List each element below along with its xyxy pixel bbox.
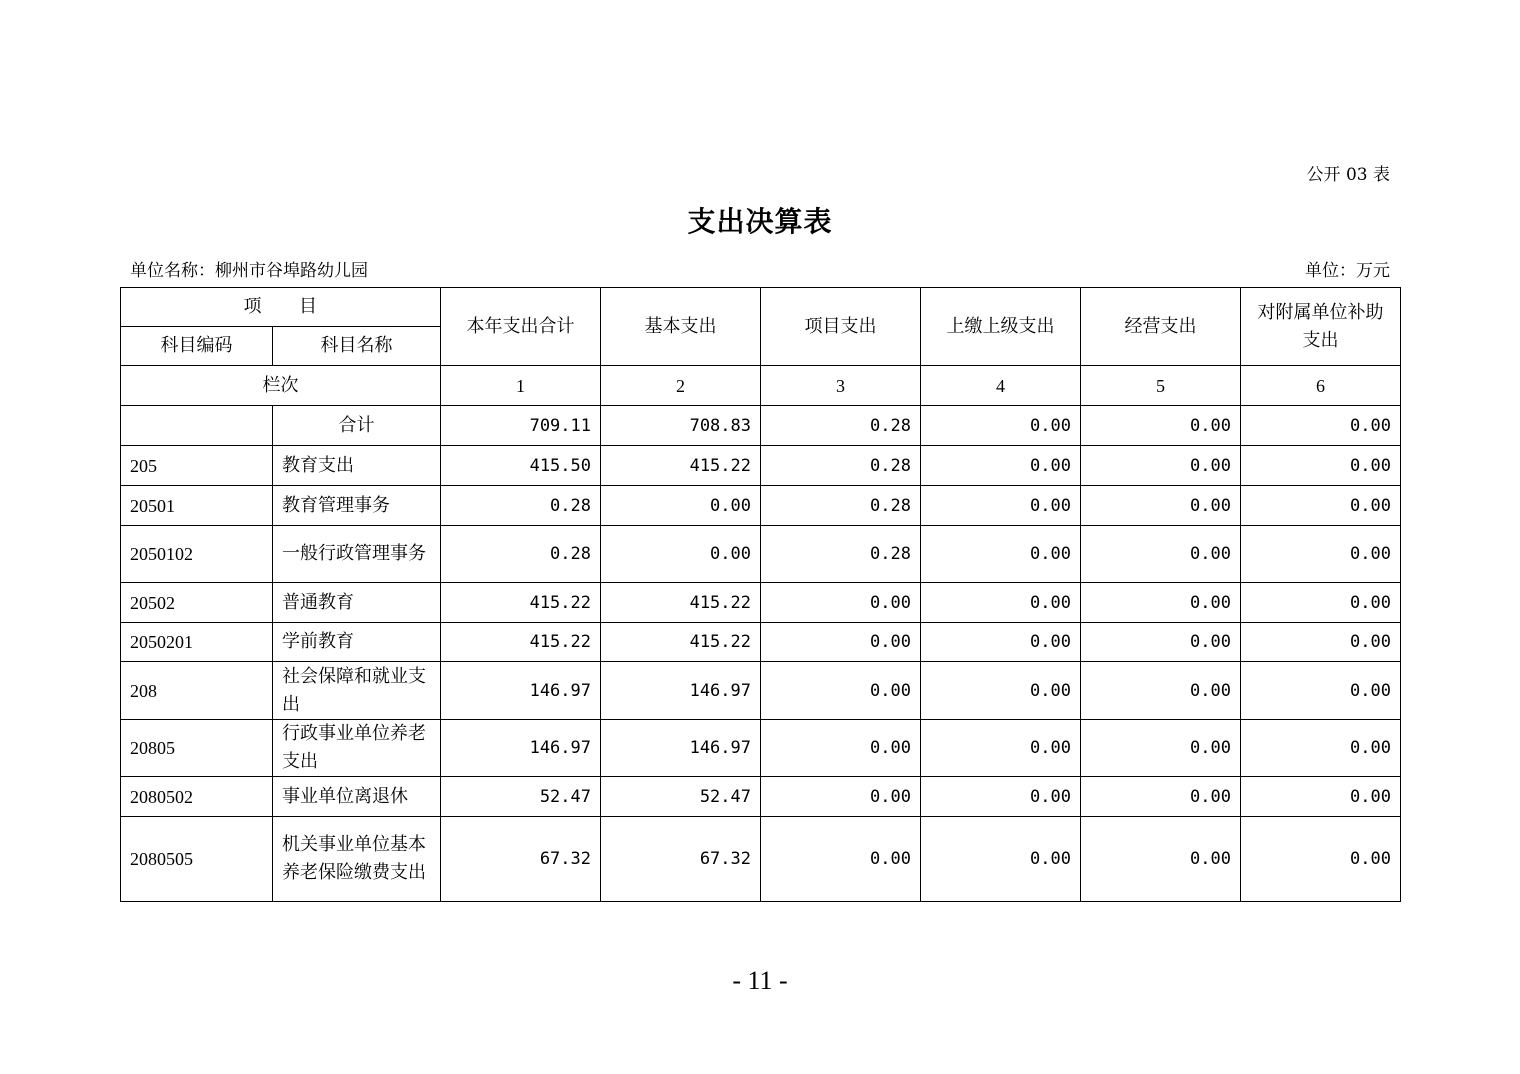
table-cell-value: 146.97 bbox=[441, 720, 601, 777]
table-cell-value: 0.00 bbox=[921, 486, 1081, 526]
table-cell-value: 67.32 bbox=[601, 817, 761, 902]
header-col-operating: 经营支出 bbox=[1081, 288, 1241, 366]
table-cell-value: 0.00 bbox=[761, 720, 921, 777]
header-col-subsidy: 对附属单位补助支出 bbox=[1241, 288, 1401, 366]
column-number: 2 bbox=[601, 366, 761, 406]
table-cell-value: 0.00 bbox=[1241, 486, 1401, 526]
table-row bbox=[121, 817, 1401, 902]
table-cell-value: 52.47 bbox=[601, 777, 761, 817]
table-cell-value: 52.47 bbox=[441, 777, 601, 817]
column-number: 5 bbox=[1081, 366, 1241, 406]
total-row bbox=[121, 406, 1401, 446]
table-cell-value: 0.00 bbox=[921, 583, 1081, 623]
table-cell-value: 146.97 bbox=[601, 720, 761, 777]
table-cell-value: 0.00 bbox=[761, 817, 921, 902]
table-cell-code: 2050102 bbox=[121, 526, 273, 583]
table-cell-value: 0.28 bbox=[441, 486, 601, 526]
table-cell-value: 708.83 bbox=[601, 406, 761, 446]
table-cell-value: 0.00 bbox=[1241, 662, 1401, 720]
table-row bbox=[121, 446, 1401, 486]
table-cell-value: 67.32 bbox=[441, 817, 601, 902]
table-cell-value: 415.22 bbox=[601, 623, 761, 662]
table-cell-value: 415.22 bbox=[601, 446, 761, 486]
table-cell-value: 0.00 bbox=[1081, 406, 1241, 446]
table-row bbox=[121, 623, 1401, 662]
table-cell-value: 146.97 bbox=[601, 662, 761, 720]
form-code: 公开 03 表 bbox=[1306, 165, 1390, 185]
header-subject-code: 科目编码 bbox=[121, 327, 273, 366]
header-col-total: 本年支出合计 bbox=[441, 288, 601, 366]
table-cell-value: 0.28 bbox=[761, 526, 921, 583]
table-cell-value: 0.00 bbox=[1241, 446, 1401, 486]
table-cell-value: 0.28 bbox=[441, 526, 601, 583]
table-cell-value: 0.00 bbox=[1081, 720, 1241, 777]
table-cell-name: 普通教育 bbox=[273, 583, 441, 623]
header-col-remit: 上缴上级支出 bbox=[921, 288, 1081, 366]
table-cell-name: 事业单位离退休 bbox=[273, 777, 441, 817]
column-number: 6 bbox=[1241, 366, 1401, 406]
column-row-label: 栏次 bbox=[121, 366, 441, 406]
table-row bbox=[121, 662, 1401, 720]
table-cell-value: 0.00 bbox=[1081, 526, 1241, 583]
table-cell-name: 社会保障和就业支出 bbox=[273, 662, 441, 720]
table-cell-value: 0.00 bbox=[1241, 583, 1401, 623]
table-cell-value: 0.00 bbox=[1241, 720, 1401, 777]
column-number: 1 bbox=[441, 366, 601, 406]
column-number: 4 bbox=[921, 366, 1081, 406]
table-cell-code: 205 bbox=[121, 446, 273, 486]
unit-name: 单位名称：柳州市谷埠路幼儿园 bbox=[130, 261, 368, 281]
table-cell-value: 0.00 bbox=[1241, 526, 1401, 583]
table-cell-code: 2080502 bbox=[121, 777, 273, 817]
table-cell-value: 0.28 bbox=[761, 446, 921, 486]
header-project: 项 目 bbox=[121, 288, 441, 327]
table-cell-value: 0.00 bbox=[1081, 777, 1241, 817]
table-cell-value: 415.22 bbox=[441, 623, 601, 662]
table-cell-value: 0.00 bbox=[761, 662, 921, 720]
column-number: 3 bbox=[761, 366, 921, 406]
table-cell-value: 0.00 bbox=[1241, 406, 1401, 446]
table-cell-value: 0.00 bbox=[921, 623, 1081, 662]
table-row bbox=[121, 526, 1401, 583]
table-row bbox=[121, 720, 1401, 777]
table-cell-value: 0.00 bbox=[1081, 817, 1241, 902]
table-cell-name: 教育支出 bbox=[273, 446, 441, 486]
table-cell-code: 2080505 bbox=[121, 817, 273, 902]
table-cell-value: 0.00 bbox=[1081, 583, 1241, 623]
table-cell-value: 0.00 bbox=[1081, 662, 1241, 720]
table-cell-value: 0.00 bbox=[761, 623, 921, 662]
table-cell-value: 415.22 bbox=[601, 583, 761, 623]
table-cell-value: 0.00 bbox=[601, 526, 761, 583]
table-cell-value: 0.28 bbox=[761, 486, 921, 526]
table-cell-value: 0.00 bbox=[1081, 486, 1241, 526]
table-cell-value: 0.00 bbox=[761, 583, 921, 623]
table-cell-value: 415.22 bbox=[441, 583, 601, 623]
header-col-project: 项目支出 bbox=[761, 288, 921, 366]
expenditure-table bbox=[120, 287, 1401, 902]
table-cell-value: 0.00 bbox=[1241, 817, 1401, 902]
table-cell-code: 20805 bbox=[121, 720, 273, 777]
table-cell-value: 0.00 bbox=[1241, 623, 1401, 662]
header-subject-name: 科目名称 bbox=[273, 327, 441, 366]
table-cell-value: 0.00 bbox=[761, 777, 921, 817]
table-cell-code: 20502 bbox=[121, 583, 273, 623]
table-row bbox=[121, 583, 1401, 623]
table-cell-name: 一般行政管理事务 bbox=[273, 526, 441, 583]
table-cell-name: 行政事业单位养老支出 bbox=[273, 720, 441, 777]
table-cell-code bbox=[121, 406, 273, 446]
table-cell-value: 0.00 bbox=[1081, 623, 1241, 662]
table-cell-value: 0.28 bbox=[761, 406, 921, 446]
table-cell-name: 教育管理事务 bbox=[273, 486, 441, 526]
table-cell-value: 0.00 bbox=[921, 777, 1081, 817]
total-label: 合计 bbox=[273, 406, 441, 446]
table-row bbox=[121, 777, 1401, 817]
table-cell-value: 0.00 bbox=[921, 662, 1081, 720]
table-cell-value: 709.11 bbox=[441, 406, 601, 446]
table-cell-value: 146.97 bbox=[441, 662, 601, 720]
table-cell-value: 0.00 bbox=[921, 817, 1081, 902]
table-cell-value: 0.00 bbox=[921, 406, 1081, 446]
table-cell-code: 20501 bbox=[121, 486, 273, 526]
table-cell-value: 0.00 bbox=[1241, 777, 1401, 817]
table-cell-value: 0.00 bbox=[1081, 446, 1241, 486]
table-cell-value: 0.00 bbox=[921, 446, 1081, 486]
page-number: - 11 - bbox=[732, 966, 788, 995]
table-cell-value: 0.00 bbox=[921, 720, 1081, 777]
header-col-basic: 基本支出 bbox=[601, 288, 761, 366]
currency-unit: 单位：万元 bbox=[1305, 261, 1390, 281]
table-cell-code: 2050201 bbox=[121, 623, 273, 662]
table-row bbox=[121, 486, 1401, 526]
table-cell-value: 415.50 bbox=[441, 446, 601, 486]
table-cell-code: 208 bbox=[121, 662, 273, 720]
table-cell-name: 机关事业单位基本养老保险缴费支出 bbox=[273, 817, 441, 902]
table-cell-value: 0.00 bbox=[601, 486, 761, 526]
table-cell-name: 学前教育 bbox=[273, 623, 441, 662]
page-title: 支出决算表 bbox=[687, 205, 833, 238]
table-cell-value: 0.00 bbox=[921, 526, 1081, 583]
